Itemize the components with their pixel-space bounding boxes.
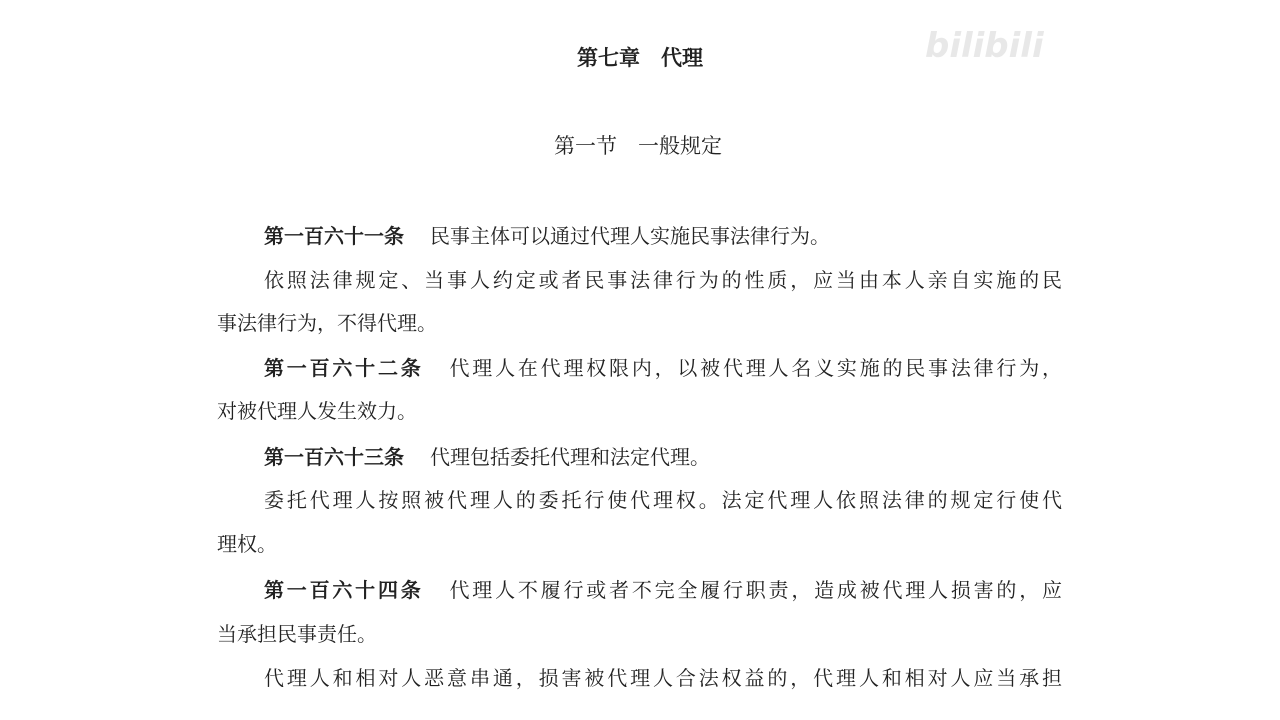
- article-number: 第一百六十二条: [264, 356, 424, 380]
- paragraph-line: 委托代理人按照被代理人的委托行使代理权。法定代理人依照法律的规定行使代: [264, 488, 1062, 512]
- chapter-title: 第七章 代理: [577, 46, 703, 70]
- paragraph-line: 依照法律规定、当事人约定或者民事法律行为的性质，应当由本人亲自实施的民: [264, 268, 1062, 292]
- article-161: [264, 222, 1062, 250]
- bilibili-logo: bilibili: [925, 26, 1044, 66]
- article-text: 代理人在代理权限内，以被代理人名义实施的民事法律行为，: [449, 356, 1063, 380]
- article-163: [264, 443, 1062, 471]
- article-text: 代理人不履行或者不完全履行职责，造成被代理人损害的，应: [449, 578, 1063, 602]
- paragraph-line: 代理人和相对人恶意串通，损害被代理人合法权益的，代理人和相对人应当承担: [264, 666, 1062, 690]
- paragraph-line: 事法律行为，不得代理。: [217, 311, 437, 335]
- article-162: [264, 354, 1062, 382]
- paragraph-line: 理权。: [217, 532, 277, 556]
- section-title: 第一节 一般规定: [554, 134, 722, 158]
- article-number: 第一百六十四条: [264, 578, 424, 602]
- paragraph-line: 当承担民事责任。: [217, 622, 377, 646]
- article-number: 第一百六十一条: [264, 224, 404, 248]
- article-text: 代理包括委托代理和法定代理。: [430, 445, 710, 469]
- article-164: [264, 576, 1062, 604]
- article-number: 第一百六十三条: [264, 445, 404, 469]
- article-text: 民事主体可以通过代理人实施民事法律行为。: [430, 224, 830, 248]
- paragraph-line: 对被代理人发生效力。: [217, 399, 417, 423]
